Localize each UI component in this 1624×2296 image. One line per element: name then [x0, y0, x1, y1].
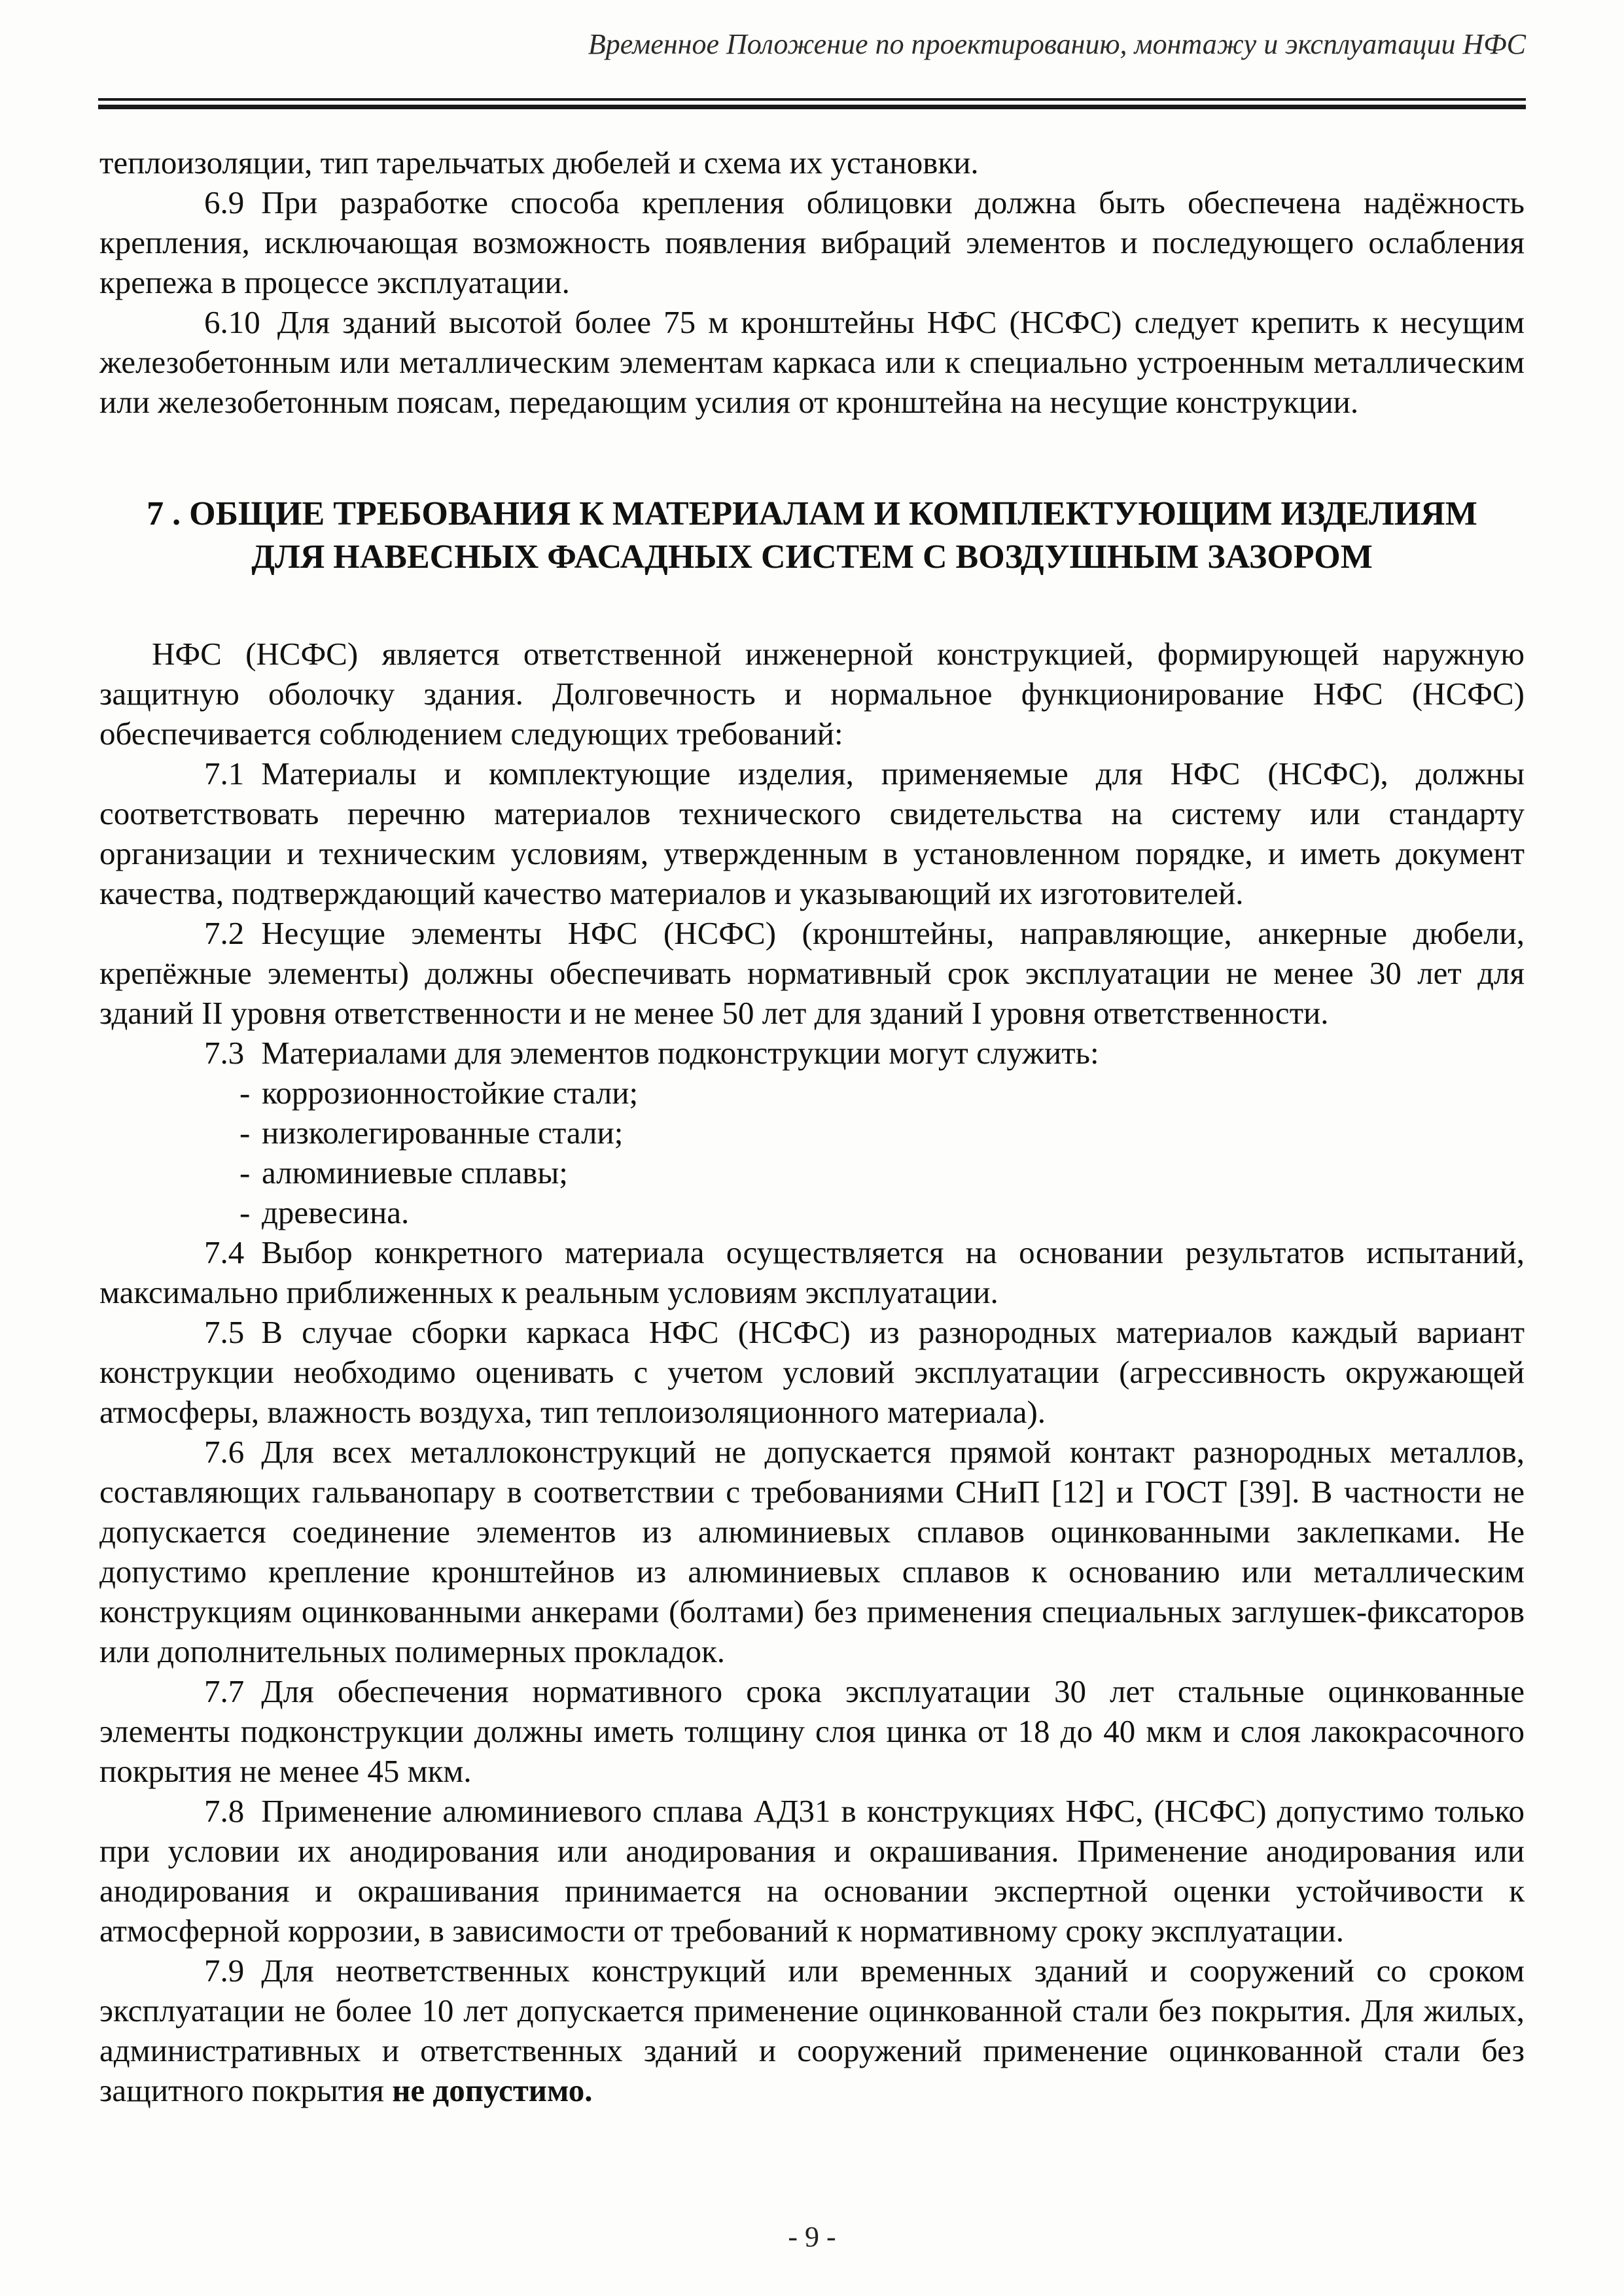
clause-number: 6.10 — [204, 304, 260, 340]
list-item-text: низколегированные стали; — [262, 1115, 624, 1151]
clause-7-8 — [99, 1791, 1525, 1951]
clause-number: 7.1 — [204, 756, 245, 791]
clause-7-2 — [99, 913, 1525, 1033]
clause-7-9 — [99, 1951, 1525, 2110]
clause-7-6 — [99, 1432, 1525, 1671]
clause-number: 7.5 — [204, 1314, 245, 1350]
clause-number: 7.2 — [204, 915, 245, 951]
clause-7-5 — [99, 1312, 1525, 1432]
clause-number: 7.3 — [204, 1035, 245, 1071]
section-heading — [99, 493, 1525, 579]
clause-7-7 — [99, 1671, 1525, 1791]
clause-text: Для неответственных конструкций или временных зданий и сооружений со сроком эксплуатации не более 10 лет допускается применение оцинкованной стали без покрытия. Для жилых, административных и ответственных зданий и сооружений применение оцинкованной стали без защитного покрытия — [99, 1953, 1525, 2108]
clause-text: Несущие элементы НФС (НСФС) (кронштейны, направляющие, анкерные дюбели, крепёжные элементы) должны обеспечивать нормативный срок эксплуатации не менее 30 лет для зданий II уровня ответственности и не менее 50 лет для зданий I уровня ответственности. — [99, 915, 1525, 1031]
clause-text: В случае сборки каркаса НФС (НСФС) из разнородных материалов каждый вариант конструкции необходимо оценивать с учетом условий эксплуатации (агрессивность окружающей атмосферы, влажность воздуха, тип теплоизоляционного материала). — [99, 1314, 1525, 1430]
clause-emphasis: не допустимо. — [392, 2072, 593, 2108]
page-number: - 9 - — [788, 2221, 836, 2253]
clause-number: 7.4 — [204, 1234, 245, 1270]
section-heading-line-1: 7 . ОБЩИЕ ТРЕБОВАНИЯ К МАТЕРИАЛАМ И КОМПЛЕКТУЮЩИМ ИЗДЕЛИЯМ — [147, 495, 1477, 532]
clause-text: При разработке способа крепления облицовки должна быть обеспечена надёжность крепления, исключающая возможность появления вибраций элементов и последующего ослабления крепежа в процессе эксплуатации. — [99, 184, 1525, 300]
list-dash: - — [239, 1075, 251, 1111]
clause-6-10 — [99, 302, 1525, 422]
clause-text: Для всех металлоконструкций не допускается прямой контакт разнородных металлов, составляющих гальванопару в соответствии с требованиями СНиП [12] и ГОСТ [39]. В частности не допускается соединение элементов из алюминиевых сплавов оцинкованными заклепками. Не допустимо крепление кронштейнов из алюминиевых сплавов к основанию или металлическим конструкциям оцинкованными анкерами (болтами) без применения специальных заглушек-фиксаторов или дополнительных полимерных прокладок. — [99, 1434, 1525, 1669]
list-dash: - — [239, 1115, 251, 1151]
list-item-text: древесина. — [262, 1194, 410, 1230]
list-dash: - — [239, 1155, 251, 1191]
list-item — [99, 1113, 1525, 1153]
clause-text: Материалами для элементов подконструкции могут служить: — [261, 1035, 1099, 1071]
clause-text: Материалы и комплектующие изделия, применяемые для НФС (НСФС), должны соответствовать перечню материалов технического свидетельства на систему или стандарту организации и техническим условиям, утвержденным в установленном порядке, и иметь документ качества, подтверждающий качество материалов и указывающий их изготовителей. — [99, 756, 1525, 911]
section-heading-line-2: ДЛЯ НАВЕСНЫХ ФАСАДНЫХ СИСТЕМ С ВОЗДУШНЫМ ЗАЗОРОМ — [251, 538, 1373, 576]
list-dash: - — [239, 1194, 251, 1230]
clause-text: Для обеспечения нормативного срока эксплуатации 30 лет стальные оцинкованные элементы подконструкции должны иметь толщину слоя цинка от 18 до 40 мкм и слоя лакокрасочного покрытия не менее 45 мкм. — [99, 1673, 1525, 1789]
running-header: Временное Положение по проектированию, монтажу и эксплуатации НФС — [588, 28, 1526, 60]
list-item — [99, 1153, 1525, 1192]
clause-number: 7.8 — [204, 1793, 245, 1829]
list-item-text: коррозионностойкие стали; — [262, 1075, 639, 1111]
header-rule-thin — [98, 98, 1526, 101]
page-body — [99, 143, 1525, 2110]
list-item — [99, 1192, 1525, 1232]
clause-7-3 — [99, 1033, 1525, 1073]
clause-number: 7.6 — [204, 1434, 245, 1470]
list-item-text: алюминиевые сплавы; — [262, 1155, 568, 1191]
clause-text: Для зданий высотой более 75 м кронштейны НФС (НСФС) следует крепить к несущим железобетонным или металлическим элементам каркаса или к специально устроенным металлическим или железобетонным поясам, передающим усилия от кронштейна на несущие конструкции. — [99, 304, 1525, 420]
header-rule-thick — [98, 105, 1526, 109]
clause-text: Применение алюминиевого сплава АД31 в конструкциях НФС, (НСФС) допустимо только при условии их анодирования или анодирования и окрашивания. Применение анодирования или анодирования и окрашивания принимается на основании экспертной оценки устойчивости к атмосферной коррозии, в зависимости от требований к нормативному сроку эксплуатации. — [99, 1793, 1525, 1949]
clause-number: 7.7 — [204, 1673, 245, 1709]
section-intro: НФС (НСФС) является ответственной инженерной конструкцией, формирующей наружную защитную оболочку здания. Долговечность и нормальное функционирование НФС (НСФС) обеспечивается соблюдением следующих требований: — [99, 636, 1525, 752]
clause-number: 7.9 — [204, 1953, 245, 1989]
clause-text: Выбор конкретного материала осуществляется на основании результатов испытаний, максимально приближенных к реальным условиям эксплуатации. — [99, 1234, 1525, 1310]
list-item — [99, 1073, 1525, 1113]
clause-6-9 — [99, 183, 1525, 302]
clause-7-4 — [99, 1232, 1525, 1312]
clause-7-1 — [99, 754, 1525, 913]
clause-number: 6.9 — [204, 184, 245, 220]
continuation-paragraph: теплоизоляции, тип тарельчатых дюбелей и схема их установки. — [99, 145, 979, 181]
